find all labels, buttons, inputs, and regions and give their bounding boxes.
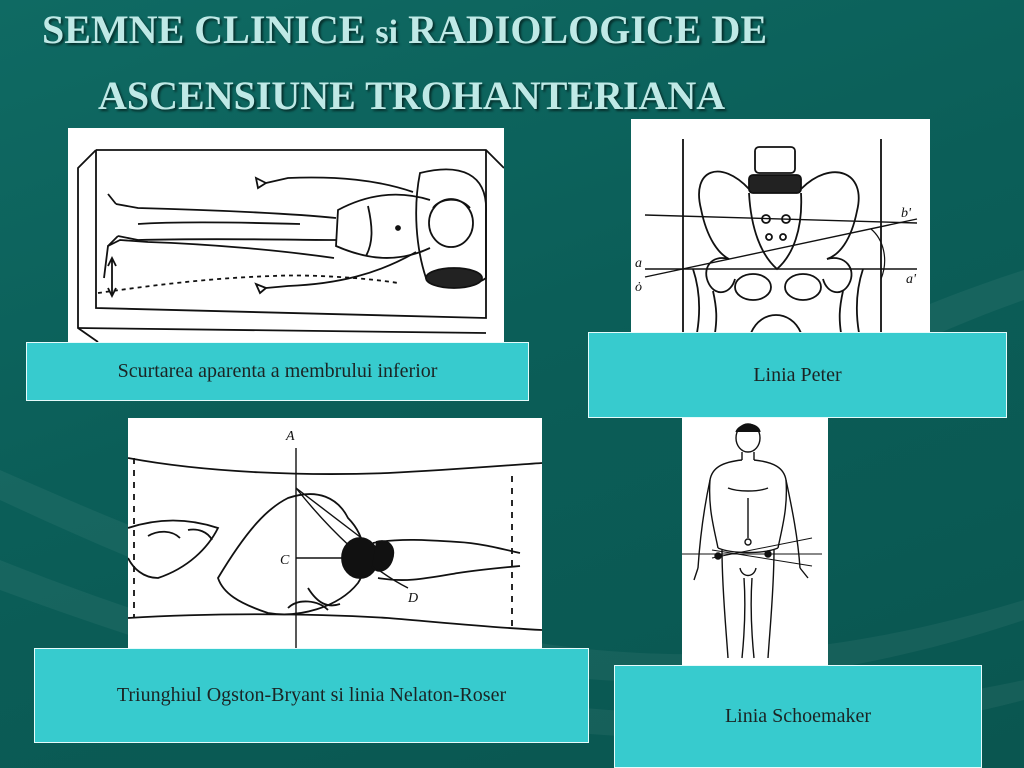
caption-ogston-bryant: Triunghiul Ogston-Bryant si linia Nelaton-Roser — [34, 648, 589, 743]
caption-schoemaker-line: Linia Schoemaker — [614, 665, 982, 768]
caption-limb-shortening: Scurtarea aparenta a membrului inferior — [26, 342, 529, 401]
label-a-prime: a' — [906, 272, 916, 287]
figure-limb-shortening — [68, 128, 504, 342]
label-A: A — [286, 429, 295, 444]
slide-title-line2: ASCENSIUNE TROHANTERIANA — [98, 73, 726, 118]
lying-patient-illustration — [68, 128, 504, 342]
caption-peter-line: Linia Peter — [588, 332, 1007, 418]
figure-schoemaker-line — [682, 418, 828, 666]
label-o: ȯ — [635, 280, 642, 295]
label-a: a — [635, 256, 642, 271]
label-C: C — [280, 553, 290, 568]
label-b-prime: b' — [901, 206, 911, 221]
standing-man-illustration — [682, 418, 828, 666]
pelvis-illustration — [631, 119, 930, 333]
hip-lateral-illustration — [128, 418, 542, 650]
figure-ogston-bryant — [128, 418, 542, 650]
label-D: D — [408, 591, 419, 606]
slide-title-line1: SEMNE CLINICE si RADIOLOGICE DE — [42, 7, 768, 52]
figure-peter-line — [631, 119, 930, 333]
